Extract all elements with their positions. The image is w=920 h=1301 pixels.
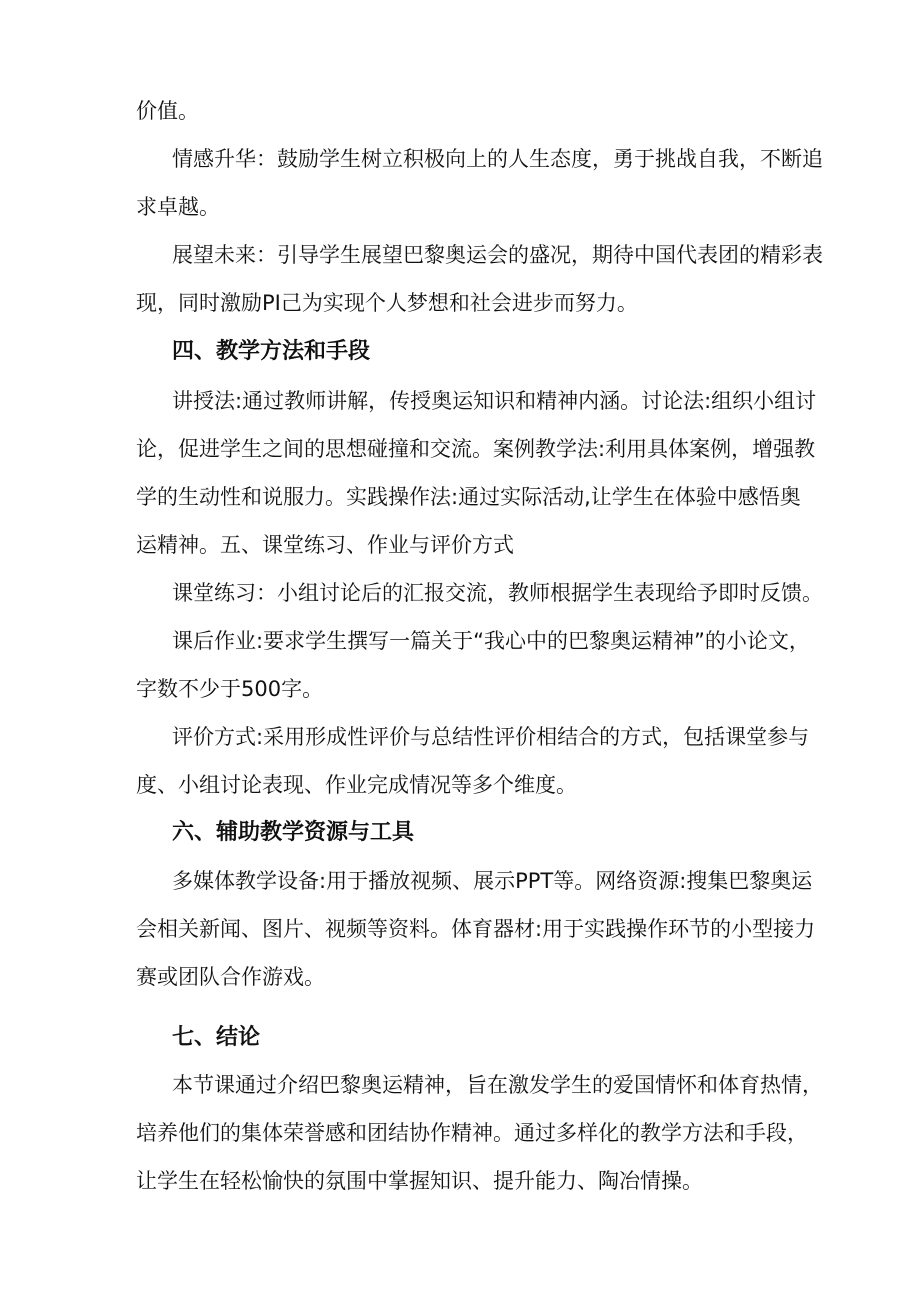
text-line: 运精神。五、课堂练习、作业与评价方式 [136,533,514,557]
text-line: 现，同时激励PI己为实现个人梦想和社会进步而努力。 [136,291,638,315]
text-line: 课堂练习：小组讨论后的汇报交流，教师根据学生表现给予即时反馈。 [172,581,823,605]
section-heading: 四、教学方法和手段 [172,339,371,364]
text-line: 字数不少于500字。 [136,677,324,701]
text-line: 多媒体教学设备:用于播放视频、展示PPT等。网络资源:搜集巴黎奥运 [172,869,813,893]
section-heading: 六、辅助教学资源与工具 [172,820,415,845]
text-line: 论，促进学生之间的思想碰撞和交流。案例教学法:利用具体案例，增强教 [136,437,816,461]
text-line: 赛或团队合作游戏。 [136,965,325,989]
text-line: 培养他们的集体荣誉感和团结协作精神。通过多样化的教学方法和手段， [136,1121,808,1145]
text-line: 课后作业:要求学生撰写一篇关于“我心中的巴黎奥运精神”的小论文， [172,629,810,653]
text-line: 求卓越。 [136,195,220,219]
text-line: 本节课通过介绍巴黎奥运精神，旨在激发学生的爱国情怀和体育热情， [172,1073,823,1097]
text-line: 评价方式:采用形成性评价与总结性评价相结合的方式，包括课堂参与 [172,725,810,749]
text-line: 情感升华：鼓励学生树立积极向上的人生态度，勇于挑战自我，不断追 [172,147,823,171]
text-line: 价值。 [136,99,199,123]
section-heading: 七、结论 [172,1025,261,1050]
text-line: 让学生在轻松愉快的氛围中掌握知识、提升能力、陶冶情操。 [136,1169,703,1193]
text-line: 会相关新闻、图片、视频等资料。体育器材:用于实践操作环节的小型接力 [136,917,816,941]
text-line: 学的生动性和说服力。实践操作法:通过实际活动,让学生在体验中感悟奥 [136,485,801,509]
text-line: 讲授法:通过教师讲解，传授奥运知识和精神内涵。讨论法:组织小组讨 [172,389,817,413]
text-line: 度、小组讨论表现、作业完成情况等多个维度。 [136,773,577,797]
text-line: 展望未来：引导学生展望巴黎奥运会的盛况，期待中国代表团的精彩表 [172,243,823,267]
